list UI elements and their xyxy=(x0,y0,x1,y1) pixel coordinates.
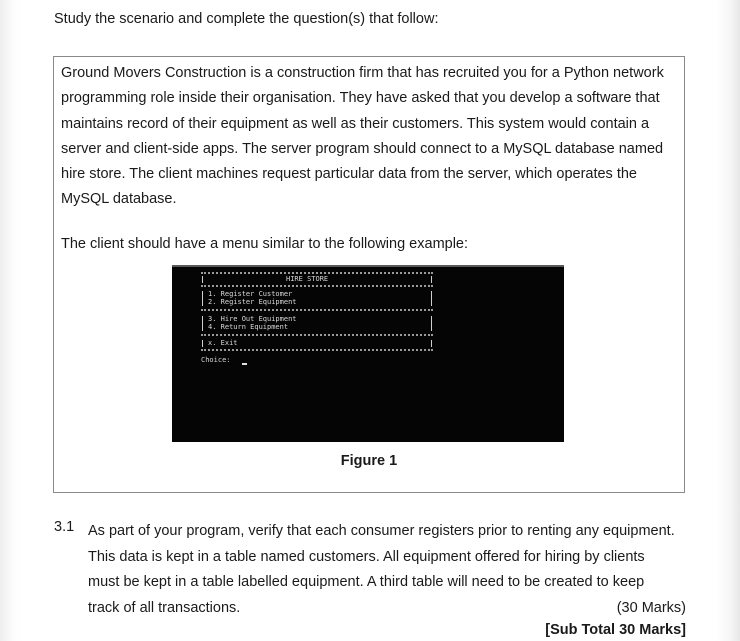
question-text xyxy=(88,519,686,621)
terminal-border xyxy=(431,276,432,283)
menu-item-register-equipment: 2. Register Equipment xyxy=(208,298,297,306)
question-line: This data is kept in a table named customers. All equipment offered for hiring by clients xyxy=(88,548,645,565)
scenario-line: server and client-side apps. The server program should connect to a MySQL database named xyxy=(61,140,664,157)
terminal-rule xyxy=(201,334,433,336)
subtotal-marks: [Sub Total 30 Marks] xyxy=(545,622,686,638)
menu-intro: The client should have a menu similar to the following example: xyxy=(61,236,469,252)
figure-caption: Figure 1 xyxy=(340,453,398,469)
question-last-line xyxy=(88,596,686,622)
menu-item-hire-out-equipment: 3. Hire Out Equipment xyxy=(208,315,297,323)
question-line: As part of your program, verify that each consumer registers prior to renting any equipment. xyxy=(88,523,675,539)
text-cursor xyxy=(242,363,247,365)
terminal-rule xyxy=(201,272,433,274)
scenario-line: hire store. The client machines request particular data from the server, which operates the xyxy=(61,166,637,183)
terminal-border xyxy=(431,316,432,331)
choice-prompt: Choice: xyxy=(201,356,231,364)
menu-item-return-equipment: 4. Return Equipment xyxy=(208,323,289,331)
terminal-border xyxy=(202,276,203,283)
instructions: Study the scenario and complete the question(s) that follow: xyxy=(54,11,439,27)
terminal-border xyxy=(431,291,432,306)
terminal-border xyxy=(431,340,432,347)
scenario-box xyxy=(53,56,685,493)
scenario-line: MySQL database. xyxy=(61,191,177,208)
question-line: track of all transactions. xyxy=(88,599,241,616)
question-marks: (30 Marks) xyxy=(616,599,686,616)
scenario-line: programming role inside their organisation. They have asked that you develop a software that xyxy=(61,90,660,107)
menu-item-exit: x. Exit xyxy=(208,339,238,347)
terminal-rule xyxy=(201,285,433,287)
terminal-title: HIRE STORE xyxy=(286,275,329,283)
menu-item-register-customer: 1. Register Customer xyxy=(208,290,293,298)
question-number: 3.1 xyxy=(54,519,75,535)
scenario-line: Ground Movers Construction is a construction firm that has recruited you for a Python network xyxy=(61,65,664,81)
question-line: must be kept in a table labelled equipment. A third table will need to be created to keep xyxy=(88,574,645,590)
terminal-rule xyxy=(201,349,433,351)
scenario-text xyxy=(61,61,679,213)
terminal-screenshot xyxy=(172,265,564,442)
terminal-border xyxy=(202,340,203,347)
terminal-rule xyxy=(201,309,433,311)
terminal-border xyxy=(202,316,203,331)
terminal-border xyxy=(202,291,203,306)
scenario-line: maintains record of their equipment as well as their customers. This system would contain a xyxy=(61,115,650,132)
